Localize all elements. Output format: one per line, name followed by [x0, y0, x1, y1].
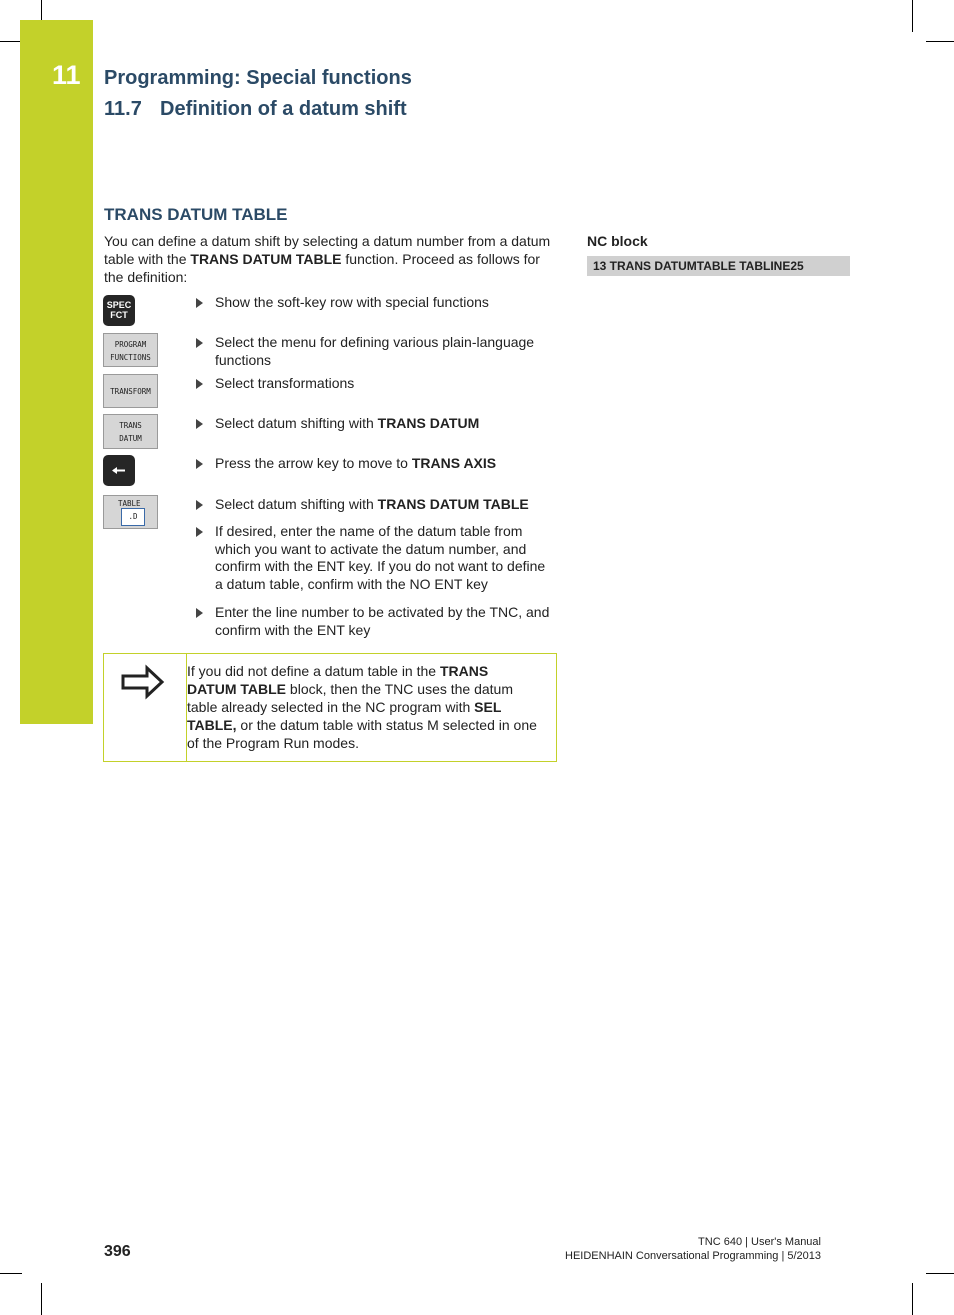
- crop-mark: [926, 1273, 954, 1274]
- step-text: Enter the line number to be activated by the TNC, and confirm with the ENT key: [215, 604, 550, 638]
- step-text: Press the arrow key to move to: [215, 455, 412, 471]
- softkey-label: PROGRAM: [114, 340, 147, 349]
- nc-block-code: 13 TRANS DATUMTABLE TABLINE25: [587, 256, 850, 276]
- crop-mark: [912, 1283, 913, 1315]
- crop-mark: [41, 1283, 42, 1315]
- step-keyword: TRANS DATUM: [377, 415, 480, 431]
- step-item: [196, 523, 556, 593]
- spec-fct-key: [103, 295, 135, 326]
- table-file-icon: .D: [121, 508, 145, 526]
- key-label: FCT: [110, 310, 128, 320]
- crop-mark: [0, 41, 22, 42]
- arrow-left-key: [103, 455, 135, 486]
- footer-line: TNC 640 | User's Manual: [698, 1236, 821, 1248]
- trans-datum-softkey: [103, 414, 158, 449]
- softkey-label: TABLE: [118, 499, 141, 508]
- step-item: [196, 455, 556, 473]
- step-item: [196, 604, 556, 639]
- note-keyword: SEL TABLE,: [187, 699, 502, 733]
- triangle-bullet-icon: [196, 527, 203, 537]
- step-item: [196, 334, 556, 369]
- triangle-bullet-icon: [196, 338, 203, 348]
- table-softkey: [103, 495, 158, 529]
- transform-softkey: [103, 374, 158, 408]
- nc-block-label: NC block: [587, 233, 648, 249]
- note-box: [103, 653, 557, 762]
- step-keyword: TRANS AXIS: [411, 455, 497, 471]
- chapter-bar: [20, 20, 93, 724]
- intro-text: You can define a datum shift by selecting a datum number from a datum table with the: [104, 233, 551, 267]
- section-heading: [104, 98, 407, 121]
- step-text: Select transformations: [215, 375, 355, 391]
- intro-paragraph: [104, 232, 554, 286]
- note-span: or the datum table with status M selected in one of the Program Run modes.: [187, 717, 537, 751]
- page-number: 396: [104, 1243, 131, 1260]
- step-text: Show the soft-key row with special functions: [215, 294, 489, 310]
- step-item: [196, 496, 556, 514]
- crop-mark: [912, 0, 913, 32]
- step-text: If desired, enter the name of the datum table from which you want to activate the datum number, and confirm with the ENT key. If you do not want to define a datum table, confirm with the NO ENT key: [215, 523, 546, 592]
- chapter-title: Programming: Special functions: [104, 67, 412, 89]
- key-label: SPEC: [106, 300, 132, 310]
- footer-line: HEIDENHAIN Conversational Programming | 5/2013: [565, 1250, 821, 1262]
- left-arrow-icon: [103, 455, 135, 486]
- step-keyword: TRANS DATUM TABLE: [377, 496, 529, 512]
- chapter-number: 11: [52, 60, 81, 90]
- note-text: [187, 662, 537, 752]
- triangle-bullet-icon: [196, 500, 203, 510]
- step-item: [196, 294, 556, 312]
- triangle-bullet-icon: [196, 298, 203, 308]
- triangle-bullet-icon: [196, 379, 203, 389]
- triangle-bullet-icon: [196, 419, 203, 429]
- section-number: 11.7: [104, 98, 142, 120]
- step-item: [196, 415, 556, 433]
- subsection-title: TRANS DATUM TABLE: [104, 205, 288, 224]
- crop-mark: [41, 0, 42, 22]
- triangle-bullet-icon: [196, 459, 203, 469]
- footer-text: [565, 1235, 821, 1263]
- note-span: If you did not define a datum table in the: [187, 663, 440, 679]
- softkey-label: TRANSFORM: [110, 387, 151, 396]
- note-span: block, then the TNC uses the datum table already selected in the NC program with: [187, 681, 514, 715]
- crop-mark: [0, 1273, 22, 1274]
- section-title: Definition of a datum shift: [160, 98, 407, 120]
- intro-keyword: TRANS DATUM TABLE: [190, 251, 342, 267]
- step-text: Select datum shifting with: [215, 415, 378, 431]
- step-text: Select datum shifting with: [215, 496, 378, 512]
- program-functions-softkey: [103, 333, 158, 367]
- note-keyword: TRANS DATUM TABLE: [187, 663, 489, 697]
- step-text: Select the menu for defining various plain-language functions: [215, 334, 535, 368]
- softkey-label: DATUM: [119, 434, 142, 443]
- triangle-bullet-icon: [196, 608, 203, 618]
- right-arrow-outline-icon: [120, 664, 166, 700]
- step-item: [196, 375, 556, 393]
- softkey-label: FUNCTIONS: [110, 353, 151, 362]
- intro-text: function. Proceed as follows for the definition:: [104, 251, 540, 285]
- crop-mark: [926, 41, 954, 42]
- softkey-label: TRANS: [119, 421, 142, 430]
